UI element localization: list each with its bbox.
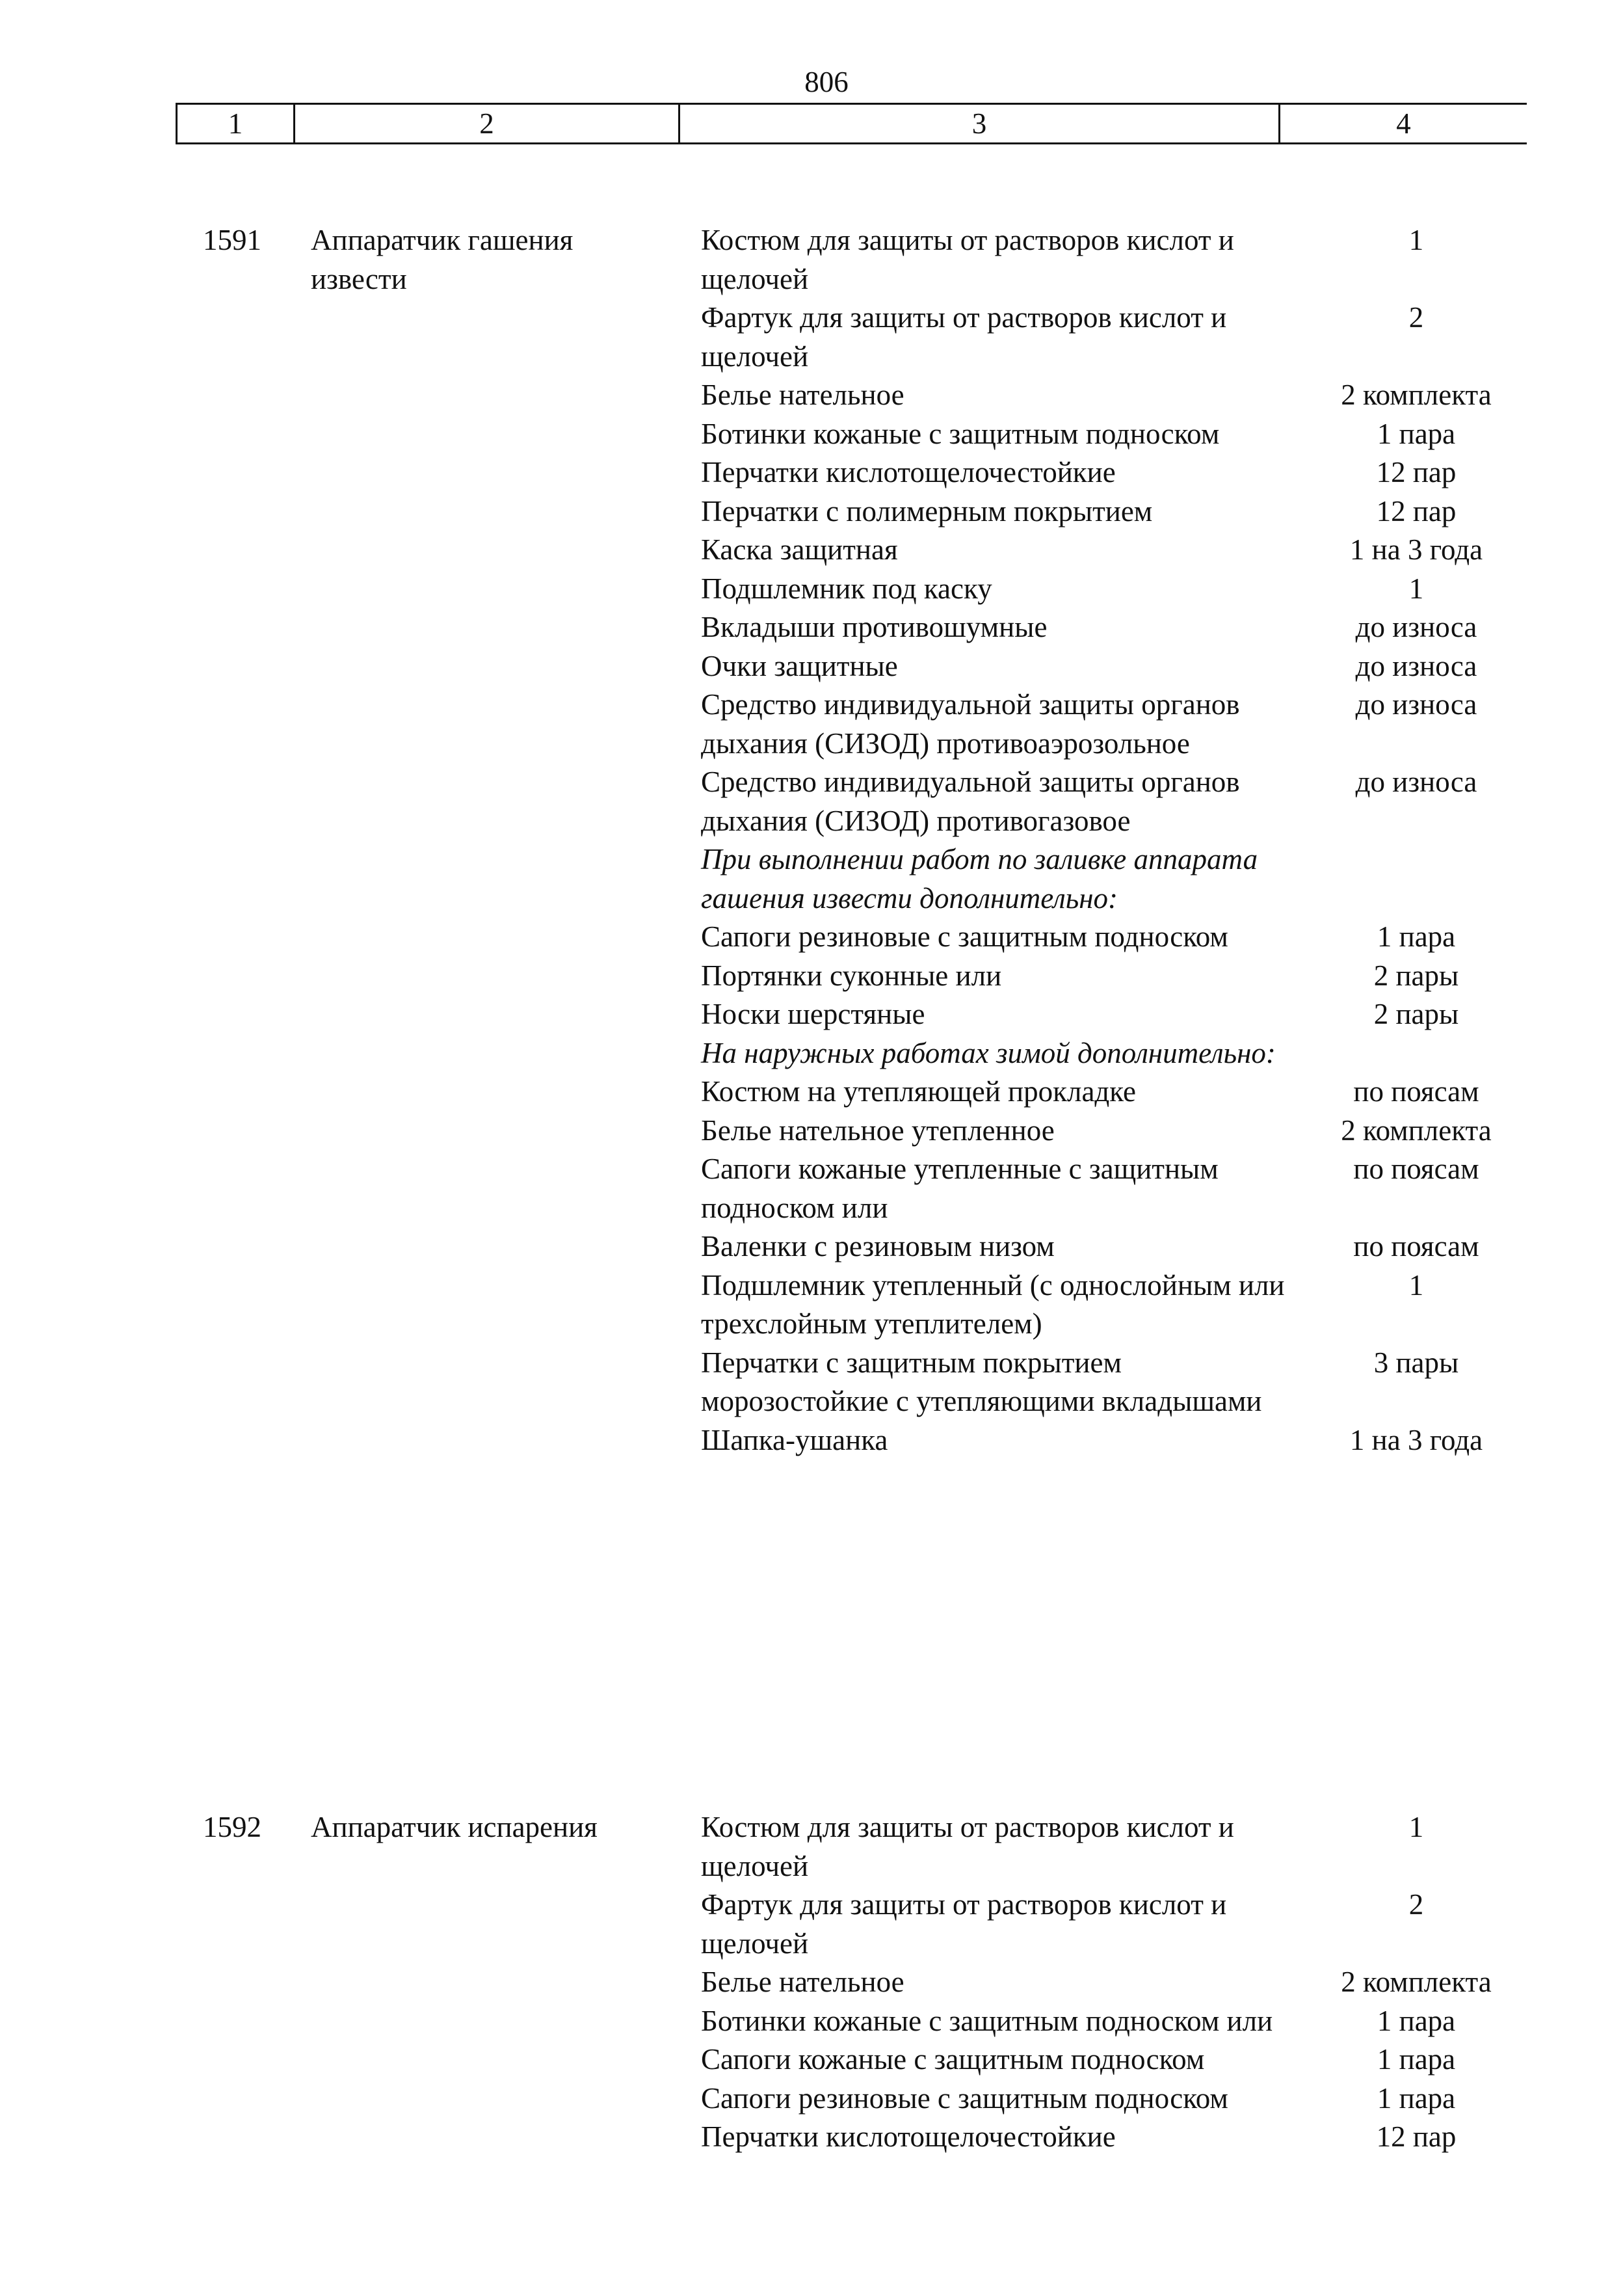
table-header-row bbox=[176, 103, 1527, 144]
item-row bbox=[701, 1112, 1546, 1151]
item-row bbox=[701, 453, 1546, 492]
item-quantity: 1 пара bbox=[1377, 920, 1456, 953]
item-row bbox=[701, 299, 1546, 376]
item-quantity: до износа bbox=[1355, 766, 1477, 798]
page-number: 806 bbox=[804, 66, 849, 98]
header-col-3: 3 bbox=[680, 105, 1280, 142]
item-quantity: 3 пары bbox=[1373, 1346, 1459, 1379]
item-name: Каска защитная bbox=[701, 533, 898, 566]
item-name: Средство индивидуальной защиты органов дыхания (СИЗОД) противоаэрозольное bbox=[701, 688, 1240, 760]
item-quantity: 2 комплекта bbox=[1341, 1966, 1492, 1998]
item-name: Костюм для защиты от растворов кислот и щелочей bbox=[701, 1811, 1234, 1882]
item-row bbox=[701, 918, 1546, 957]
item-row bbox=[701, 1150, 1546, 1227]
item-name: Белье нательное утепленное bbox=[701, 1114, 1055, 1147]
item-name: Белье нательное bbox=[701, 379, 904, 411]
entry-items-list bbox=[701, 221, 1546, 1460]
item-name: Перчатки кислотощелочестойкие bbox=[701, 456, 1116, 488]
item-quantity bbox=[1286, 1034, 1546, 1073]
item-quantity: 2 bbox=[1408, 1888, 1424, 1921]
item-quantity: 2 комплекта bbox=[1341, 1114, 1492, 1147]
item-row bbox=[701, 995, 1546, 1034]
item-quantity: 1 пара bbox=[1377, 2081, 1456, 2115]
item-quantity: 2 bbox=[1408, 301, 1424, 334]
item-row bbox=[701, 2079, 1546, 2118]
item-row bbox=[701, 686, 1546, 763]
item-row bbox=[701, 1266, 1546, 1344]
item-quantity: 1 на 3 года bbox=[1349, 533, 1483, 566]
item-name: Фартук для защиты от растворов кислот и щелочей bbox=[701, 1888, 1227, 1960]
item-name: Сапоги кожаные утепленные с защитным подноском или bbox=[701, 1153, 1219, 1224]
item-row bbox=[701, 647, 1546, 686]
header-col-1: 1 bbox=[178, 105, 295, 142]
item-quantity: 12 пар bbox=[1376, 456, 1457, 488]
item-name: Сапоги кожаные с защитным подноском bbox=[701, 2043, 1205, 2076]
item-quantity: до износа bbox=[1355, 688, 1477, 721]
item-name: Белье нательное bbox=[701, 1966, 904, 1998]
item-row bbox=[701, 531, 1546, 570]
item-quantity bbox=[1286, 840, 1546, 918]
item-row bbox=[701, 2002, 1546, 2041]
item-row bbox=[701, 1073, 1546, 1112]
item-name: Валенки с резиновым низом bbox=[701, 1230, 1055, 1262]
item-quantity: 2 комплекта bbox=[1341, 379, 1492, 411]
item-row bbox=[701, 957, 1546, 996]
item-name: Сапоги резиновые с защитным подноском bbox=[701, 920, 1228, 953]
item-name: Вкладыши противошумные bbox=[701, 611, 1048, 643]
item-name: Сапоги резиновые с защитным подноском bbox=[701, 2081, 1228, 2115]
item-quantity: по поясам bbox=[1353, 1230, 1479, 1262]
entry-profession: Аппаратчик испарения bbox=[311, 1811, 598, 1843]
item-row bbox=[701, 492, 1546, 531]
item-name: Фартук для защиты от растворов кислот и щелочей bbox=[701, 301, 1227, 373]
item-quantity: 1 bbox=[1408, 572, 1424, 605]
entry-number: 1592 bbox=[203, 1811, 261, 1843]
item-row bbox=[701, 1808, 1546, 1886]
item-name: Костюм для защиты от растворов кислот и щелочей bbox=[701, 224, 1234, 295]
item-row bbox=[701, 2118, 1546, 2157]
item-quantity: 2 пары bbox=[1373, 998, 1459, 1030]
item-quantity: 1 на 3 года bbox=[1349, 1423, 1483, 1456]
item-name: Носки шерстяные bbox=[701, 998, 925, 1030]
item-quantity: 1 пара bbox=[1377, 2004, 1456, 2037]
item-note-row bbox=[701, 1034, 1546, 1073]
entry-profession: Аппаратчик гашения извести bbox=[311, 224, 574, 295]
item-row bbox=[701, 1344, 1546, 1421]
item-quantity: 1 пара bbox=[1377, 417, 1456, 450]
entry-items-list bbox=[701, 1808, 1546, 2157]
item-name: Подшлемник утепленный (с однослойным или трехслойным утеплителем) bbox=[701, 1268, 1285, 1340]
item-name: Перчатки с защитным покрытием морозостойкие с утепляющими вкладышами bbox=[701, 1346, 1262, 1417]
item-quantity: 1 bbox=[1408, 1811, 1424, 1843]
item-name: При выполнении работ по заливке аппарата гашения извести дополнительно: bbox=[701, 843, 1258, 914]
item-name: Очки защитные bbox=[701, 649, 898, 682]
item-name: Шапка-ушанка bbox=[701, 1423, 888, 1456]
item-quantity: 1 bbox=[1408, 224, 1424, 256]
item-row bbox=[701, 2040, 1546, 2079]
item-quantity: по поясам bbox=[1353, 1153, 1479, 1185]
item-row bbox=[701, 763, 1546, 840]
item-name: Костюм на утепляющей прокладке bbox=[701, 1075, 1137, 1108]
item-quantity: 12 пар bbox=[1376, 494, 1457, 527]
item-name: Подшлемник под каску bbox=[701, 572, 992, 605]
item-quantity: по поясам bbox=[1353, 1075, 1479, 1108]
item-quantity: 1 пара bbox=[1377, 2043, 1456, 2076]
item-row bbox=[701, 415, 1546, 454]
item-quantity: до износа bbox=[1355, 649, 1477, 682]
item-quantity: 1 bbox=[1408, 1268, 1424, 1302]
item-name: Портянки суконные или bbox=[701, 959, 1002, 992]
item-row bbox=[701, 221, 1546, 299]
header-col-2: 2 bbox=[295, 105, 680, 142]
item-name: Ботинки кожаные с защитным подноском или bbox=[701, 2004, 1273, 2037]
header-col-4: 4 bbox=[1396, 107, 1411, 140]
entry-number: 1591 bbox=[203, 224, 261, 256]
item-name: На наружных работах зимой дополнительно: bbox=[701, 1036, 1276, 1069]
item-quantity: до износа bbox=[1355, 611, 1477, 643]
item-row bbox=[701, 570, 1546, 609]
item-name: Перчатки кислотощелочестойкие bbox=[701, 2120, 1116, 2153]
item-row bbox=[701, 1886, 1546, 1963]
item-row bbox=[701, 1421, 1546, 1460]
item-row bbox=[701, 376, 1546, 415]
item-name: Средство индивидуальной защиты органов дыхания (СИЗОД) противогазовое bbox=[701, 766, 1240, 837]
item-name: Ботинки кожаные с защитным подноском bbox=[701, 417, 1220, 450]
item-quantity: 12 пар bbox=[1376, 2120, 1457, 2153]
item-row bbox=[701, 1227, 1546, 1266]
item-note-row bbox=[701, 840, 1546, 918]
item-row bbox=[701, 1963, 1546, 2002]
item-quantity: 2 пары bbox=[1373, 959, 1459, 992]
item-row bbox=[701, 608, 1546, 647]
item-name: Перчатки с полимерным покрытием bbox=[701, 494, 1153, 527]
